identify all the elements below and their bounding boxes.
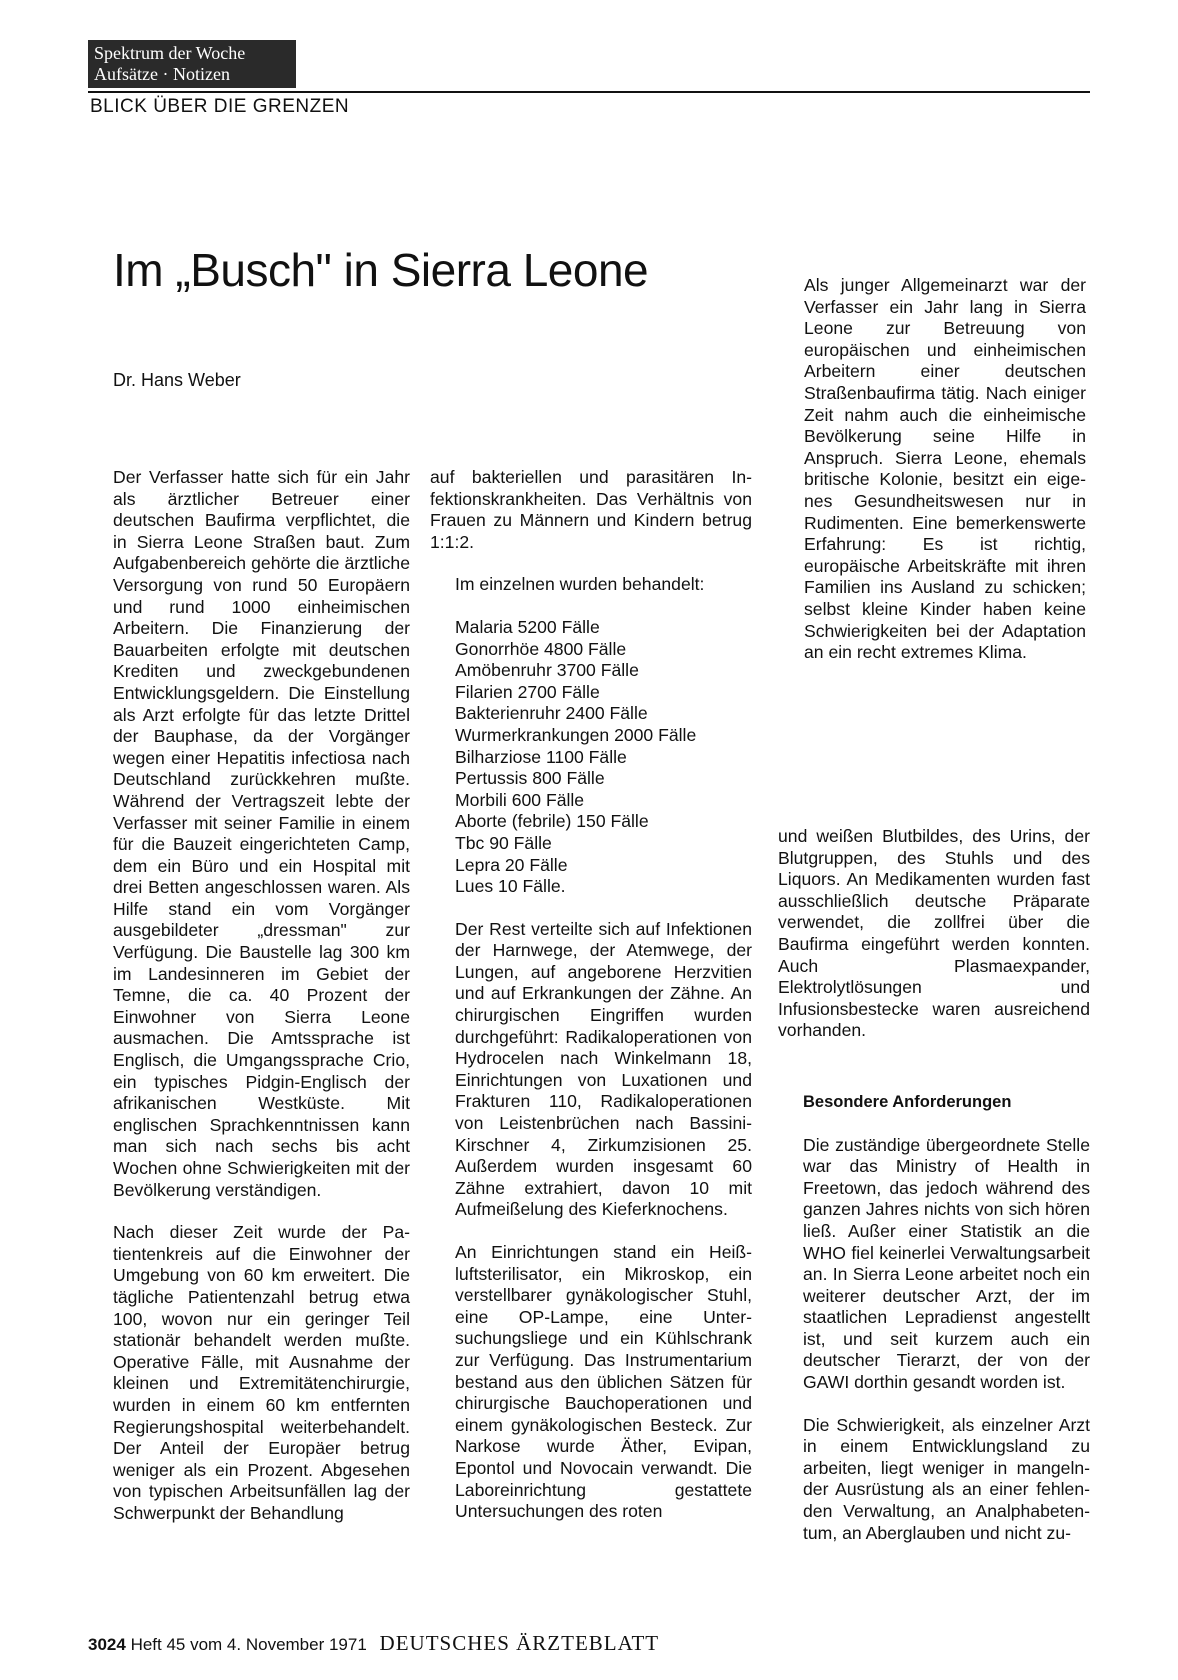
subheading: Besondere Anforderungen	[803, 1092, 1012, 1111]
list-item: Lepra 20 Fälle	[455, 854, 568, 875]
case-list	[430, 617, 752, 898]
list-item: Bilharziose 1100 Fälle	[455, 746, 627, 767]
author-name: Dr. Hans Weber	[113, 370, 241, 390]
badge-line-1: Spektrum der Woche	[94, 43, 246, 63]
article-title: Im „Busch" in Sierra Leone	[113, 244, 649, 296]
intro-text: Als junger Allgemeinarzt war der Verfasser ein Jahr lang in Sierra Leone zur Betreuung von europäischen und einheimischen Arbeitern einer deutschen Straßenbaufirma tätig. Nach einiger Zeit nahm auch die einheimische Bevölkerung seine Hilfe in Anspruch. Sierra Leone, ehemals britische Kolonie, besitzt ein eigenes Gesundheitswesen nur in Rudimenten. Eine bemerkenswerte Erfahrung: Es ist richtig, europäische Arbeitskräfte mit ihren Familien ins Ausland zu schicken; selbst kleine Kinder haben keine Schwierigkeiten bei der Adaptation an ein recht extremes Klima.	[804, 275, 1086, 663]
issue-info: Heft 45 vom 4. November 1971	[130, 1635, 367, 1654]
badge-line-2: Aufsätze · Notizen	[94, 64, 230, 84]
list-item: Filarien 2700 Fälle	[455, 681, 600, 702]
list-item: Lues 10 Fälle.	[455, 876, 566, 897]
header-rule	[88, 91, 1090, 93]
section-badge	[88, 40, 296, 88]
paragraph-6: und weißen Blutbildes, des Urins, der Blutgruppen, des Stuhls und des Liquors. An Medikamenten wurden fast ausschließlich deutsche Präparate verwendet, die zollfrei über die Baufirma eingeführt werden konnten. Auch Plasmaexpander, Elektrolytlösungen und Infusionsbestecke waren ausreichend vorhanden.	[778, 826, 1090, 1041]
paragraph-4: Der Rest verteilte sich auf Infektionen der Harnwege, der Atemwege, der Lungen, auf angeborene Herzvitien und auf Erkrankungen der Zähne. An chirurgischen Eingriffen wurden durchgeführt: Radikaloperationen von Hydrocelen nach Winkelmann 18, Einrichtungen von Luxationen und Frakturen 110, Radikaloperationen von Leistenbrüchen nach Bassini-Kirschner 4, Zirkumzisionen 25. Außerdem wurden insgesamt 60 Zähne extrahiert, davon 10 mit Aufmeißelung des Kieferknochens.	[455, 918, 752, 1220]
paragraph-7: Die zuständige übergeordnete Stelle war das Ministry of Health in Freetown, das jedoch während des ganzen Jahres nichts von sich hören ließ. Außer einer Statistik an die WHO fiel keinerlei Verwaltungsarbeit an. In Sierra Leone arbeitet noch ein weiterer deutscher Arzt, der im staatlichen Lepradienst angestellt ist, und seit kurzem auch ein deutscher Tierarzt, der von der GAWI dorthin gesandt worden ist.	[803, 1134, 1090, 1393]
list-item: Aborte (febrile) 150 Fälle	[455, 811, 649, 832]
intro-box	[804, 275, 1086, 664]
paragraph-8: Die Schwierigkeit, als einzelner Arzt in einem Entwicklungsland zu arbeiten, liegt weniger in mangelnder Ausrüstung als an einer fehlenden Verwaltung, an Analphabetentum, an Aberglauben und nicht zu-	[803, 1414, 1090, 1543]
column-3	[778, 826, 1090, 1544]
page-number: 3024	[88, 1635, 126, 1654]
paragraph-3: auf bakteriellen und parasitären Infektionskrankheiten. Das Verhältnis von Frauen zu Männern und Kindern betrug 1:1:2.	[430, 467, 752, 552]
list-item: Bakterienruhr 2400 Fälle	[455, 703, 648, 724]
paragraph-2: Nach dieser Zeit wurde der Patientenkreis auf die Einwohner der Umgebung von 60 km erweitert. Die tägliche Patientenzahl betrug etwa 100, wovon nur ein geringer Teil stationär behandelt werden mußte. Operative Fälle, mit Ausnahme der kleinen und Extremitätenchirurgie, wurden in einem 60 km entfernten Regierungshospital weiterbehandelt. Der Anteil der Europäer betrug weniger als ein Prozent. Abgesehen von typischen Arbeitsunfällen lag der Schwerpunkt der Behandlung	[113, 1222, 410, 1523]
paragraph-1: Der Verfasser hatte sich für ein Jahr als ärztlicher Betreuer einer deutschen Baufirma verpflichtet, die in Sierra Leone Straßen baut. Zum Aufgabenbereich gehörte die ärztliche Versorgung von rund 50 Europäern und rund 1000 einheimischen Arbeitern. Die Finanzierung der Bauarbeiten erfolgte mit deutschen Krediten und zweckgebundenen Entwicklungsgeldern. Die Einstellung als Arzt erfolgte für das letzte Drittel der Bauphase, da der Vorgänger wegen einer Hepatitis infectiosa nach Deutschland zurückkehren mußte. Während der Vertragszeit lebte der Verfasser mit seiner Familie in einem für die Bauzeit eingerichteten Camp, dem ein Büro und ein Hospital mit drei Betten angeschlossen waren. Als Hilfe stand ein vom Vorgänger ausgebildeter „dressman" zur Verfügung. Die Baustelle lag 300 km im Landesinneren im Gebiet der Temne, die ca. 40 Prozent der Einwohner von Sierra Leone ausmachen. Die Amtssprache ist Englisch, die Umgangssprache Crio, ein typisches Pidgin-Englisch der afrikanischen Westküste. Mit englischen Sprachkenntnissen kann man sich nach sechs bis acht Wochen ohne Schwierigkeiten mit der Bevölkerung verständigen.	[113, 467, 410, 1200]
list-item: Pertussis 800 Fälle	[455, 768, 605, 789]
paragraph-5: An Einrichtungen stand ein Heißluftsterilisator, ein Mikroskop, ein verstellbarer gynäkologischer Stuhl, eine OP-Lampe, eine Untersuchungsliege und ein Kühlschrank zur Verfügung. Das Instrumentarium bestand aus den üblichen Sätzen für chirurgische Bauchoperationen und einem gynäkologischen Besteck. Zur Narkose wurde Äther, Evipan, Epontol und Novocain verwandt. Die Laboreinrichtung gestattete Untersuchungen des roten	[455, 1242, 752, 1522]
list-item: Malaria 5200 Fälle	[455, 616, 600, 637]
column-2	[430, 467, 752, 1523]
column-1	[88, 467, 410, 1525]
list-item: Tbc 90 Fälle	[455, 832, 552, 853]
list-item: Gonorrhöe 4800 Fälle	[455, 638, 627, 659]
list-item: Wurmerkrankungen 2000 Fälle	[455, 724, 697, 745]
case-list-intro: Im einzelnen wurden behandelt:	[455, 574, 705, 595]
section-heading: BLICK ÜBER DIE GRENZEN	[90, 96, 350, 117]
journal-name: DEUTSCHES ÄRZTEBLATT	[379, 1631, 660, 1655]
list-item: Amöbenruhr 3700 Fälle	[455, 660, 639, 681]
list-item: Morbili 600 Fälle	[455, 789, 585, 810]
page-footer	[88, 1631, 659, 1656]
